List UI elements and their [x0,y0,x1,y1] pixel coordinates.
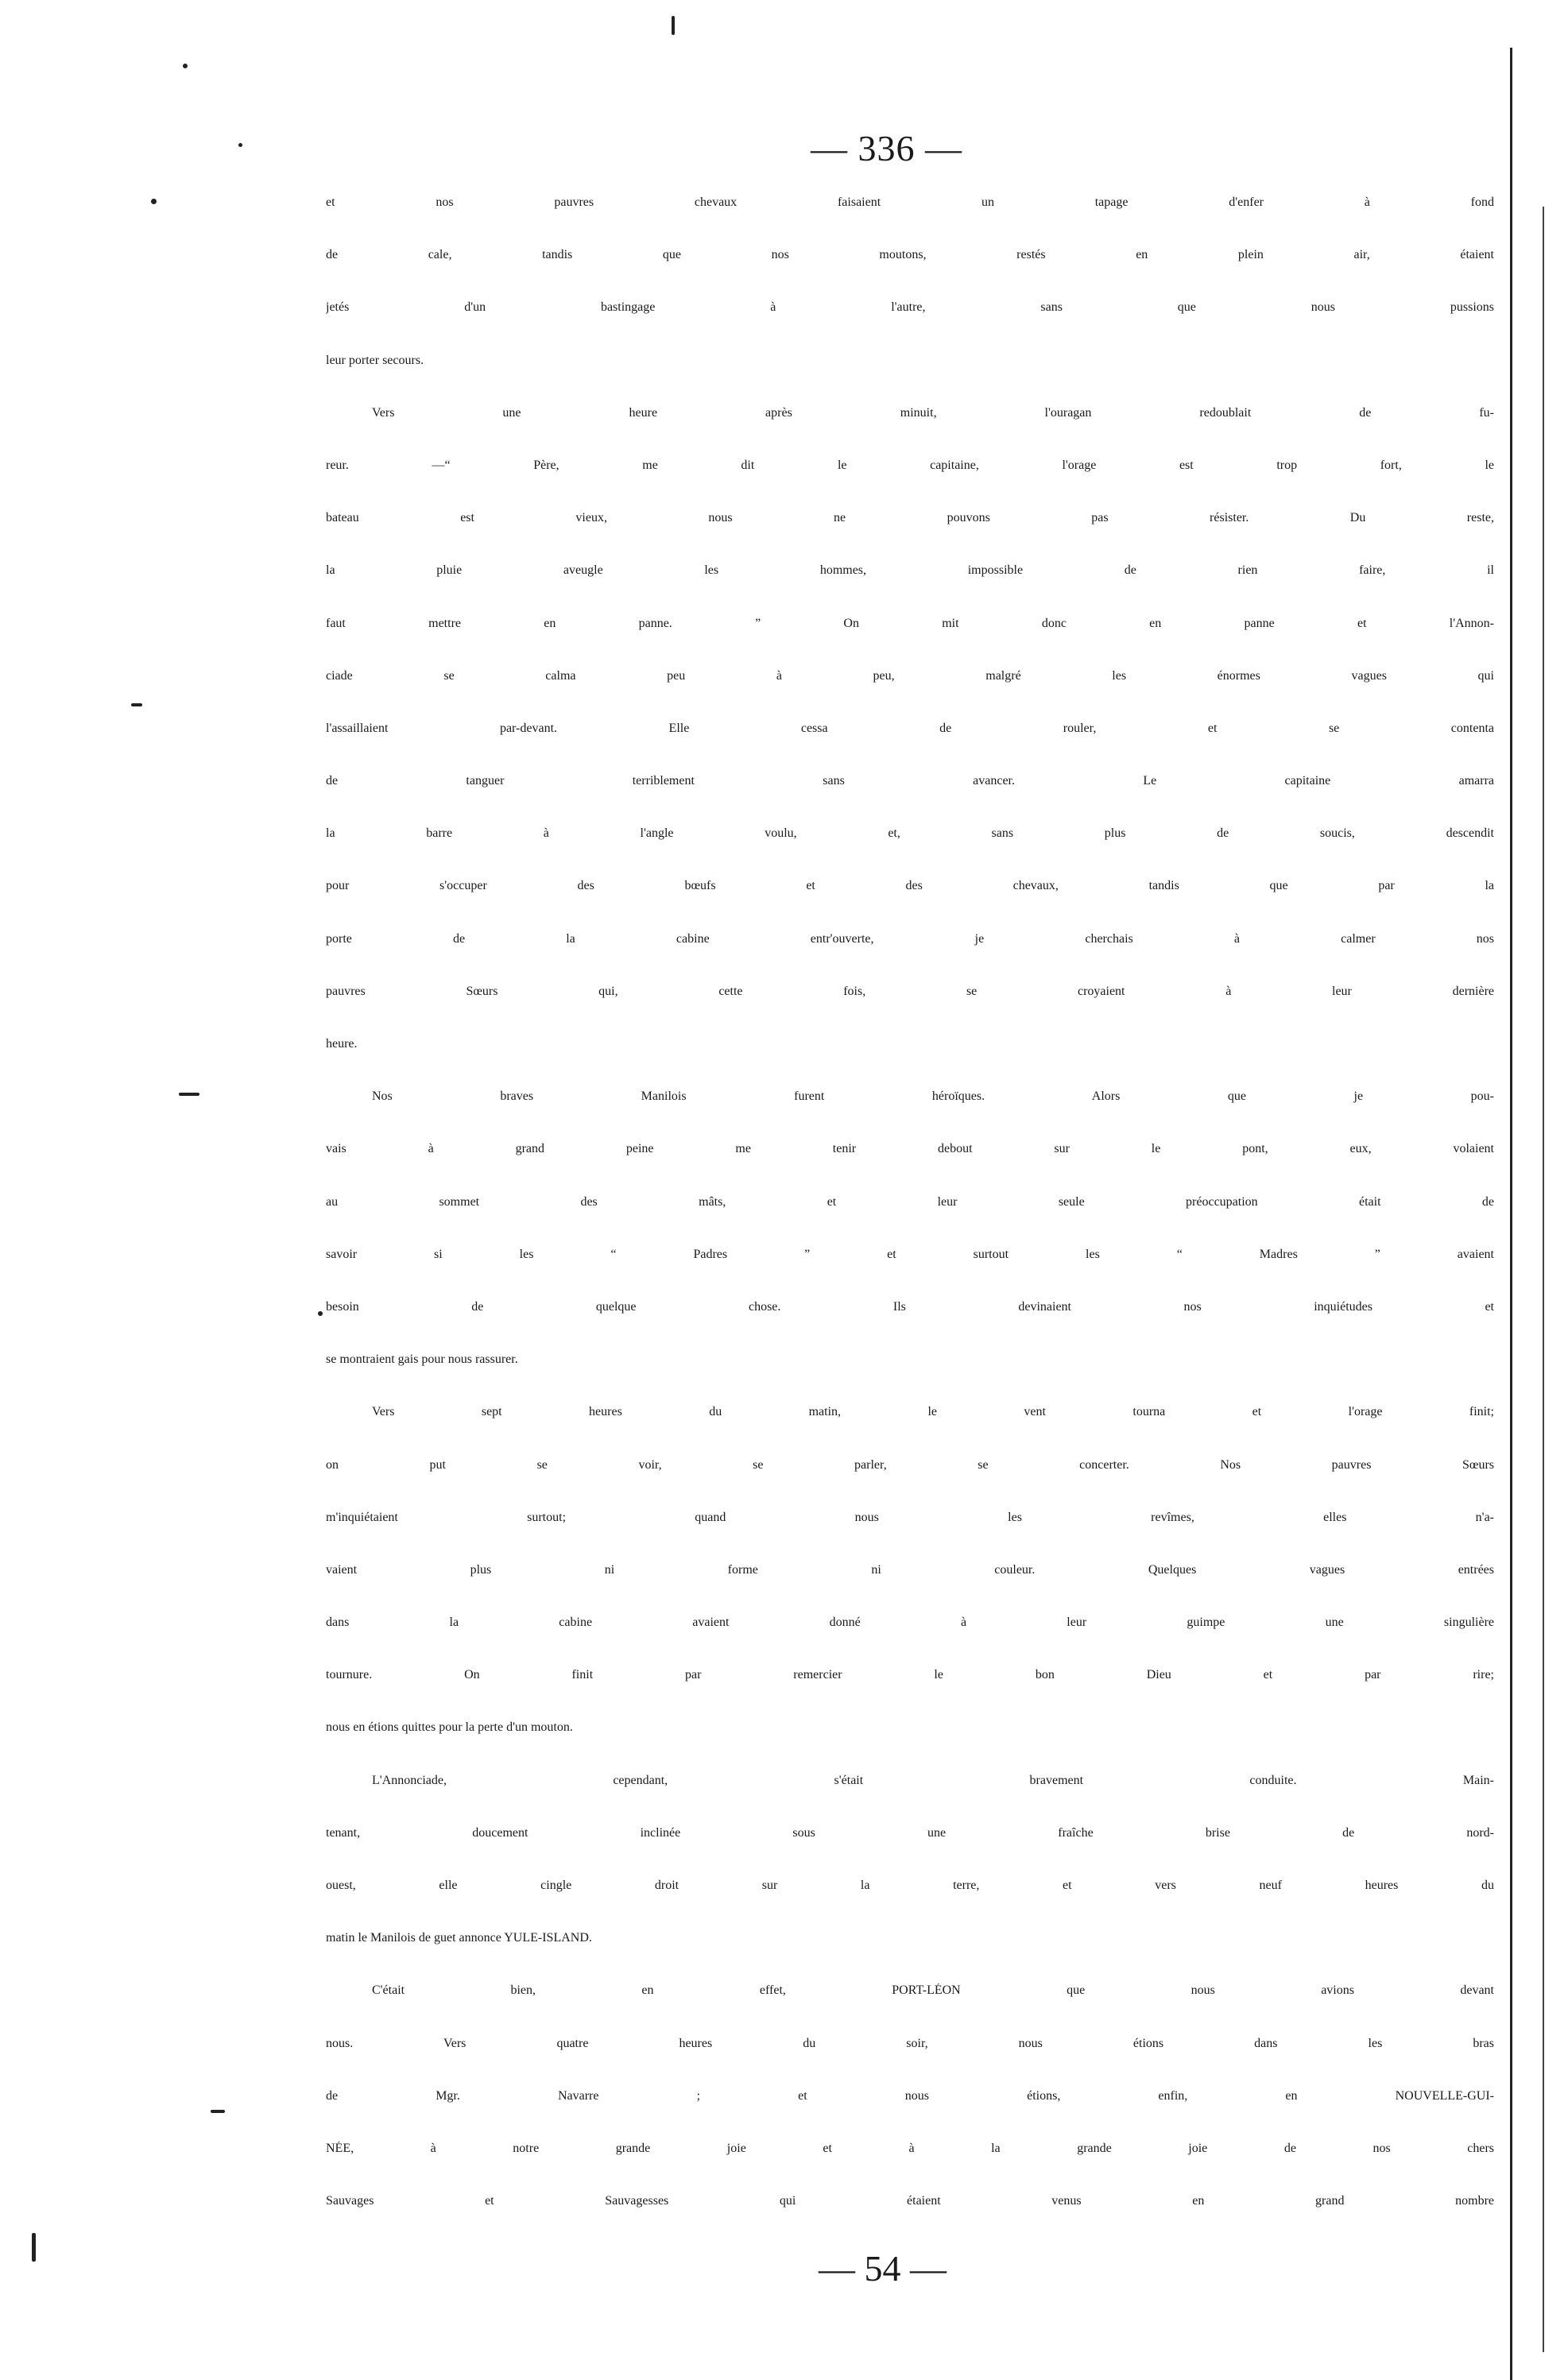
text-line: L'Annonciade, cependant, s'était bravement conduite. Main- [372,1773,1494,1787]
text-line: vaient plus ni forme ni couleur. Quelques vagues entrées [326,1562,1494,1577]
text-line: se montraient gais pour nous rassurer. [326,1353,518,1367]
text-line: et nos pauvres chevaux faisaient un tapage d'enfer à fond [326,195,1494,209]
scan-speck [211,2110,225,2113]
text-line: savoir si les “ Padres ” et surtout les “ Madres ” avaient [326,1247,1494,1261]
text-line: jetés d'un bastingage à l'autre, sans que nous pussions [326,300,1494,315]
scan-speck [179,1093,199,1096]
text-line: porte de la cabine entr'ouverte, je cherchais à calmer nos [326,931,1494,946]
page-edge-shadow [1510,48,1568,2380]
text-line: m'inquiétaient surtout; quand nous les revîmes, elles n'a- [326,1510,1494,1524]
text-line: pauvres Sœurs qui, cette fois, se croyaient à leur dernière [326,984,1494,998]
scan-speck [131,703,142,706]
signature-mark: — 54 — [819,2248,947,2289]
text-line: vais à grand peine me tenir debout sur le pont, eux, volaient [326,1142,1494,1156]
text-line: dans la cabine avaient donné à leur guimpe une singulière [326,1616,1494,1630]
text-line: nous en étions quittes pour la perte d'un mouton. [326,1720,573,1735]
scan-speck [318,1311,323,1316]
scan-speck [183,64,188,68]
text-line: matin le Manilois de guet annonce YULE-ISLAND. [326,1931,592,1945]
page-number: — 336 — [811,128,962,168]
text-line: heure. [326,1037,358,1051]
text-line: Vers une heure après minuit, l'ouragan redoublait de fu- [372,405,1494,420]
text-line: tournure. On finit par remercier le bon Dieu et par rire; [326,1668,1494,1682]
text-line: au sommet des mâts, et leur seule préoccupation était de [326,1194,1494,1209]
text-line: la barre à l'angle voulu, et, sans plus de soucis, descendit [326,826,1494,841]
text-line: Nos braves Manilois furent héroïques. Alors que je pou- [372,1089,1494,1104]
body-text [326,195,1494,2246]
text-line: NÉE, à notre grande joie et à la grande joie de nos chers [326,2141,1494,2155]
text-line: on put se voir, se parler, se concerter. Nos pauvres Sœurs [326,1457,1494,1472]
text-line: de Mgr. Navarre ; et nous étions, enfin, en NOUVELLE-GUI- [326,2088,1494,2103]
binding-line [1543,207,1544,2352]
text-line: C'était bien, en effet, PORT-LÉON que nous avions devant [372,1983,1494,1998]
text-line: de tanguer terriblement sans avancer. Le capitaine amarra [326,774,1494,788]
scan-speck [32,2233,36,2262]
scan-speck [238,143,242,147]
text-line: leur porter secours. [326,353,424,367]
text-line: bateau est vieux, nous ne pouvons pas résister. Du reste, [326,511,1494,525]
text-line: besoin de quelque chose. Ils devinaient nos inquiétudes et [326,1299,1494,1314]
scan-speck [672,16,675,35]
text-line: ouest, elle cingle droit sur la terre, et vers neuf heures du [326,1879,1494,1892]
text-line: reur. —“ Père, me dit le capitaine, l'orage est trop fort, le [326,458,1494,472]
text-line: Vers sept heures du matin, le vent tourna et l'orage finit; [372,1405,1494,1419]
text-line: pour s'occuper des bœufs et des chevaux, tandis que par la [326,879,1494,893]
text-line: nous. Vers quatre heures du soir, nous étions dans les bras [326,2036,1494,2050]
text-line: tenant, doucement inclinée sous une fraîche brise de nord- [326,1825,1494,1840]
text-line: de cale, tandis que nos moutons, restés en plein air, étaient [326,248,1494,262]
text-line: la pluie aveugle les hommes, impossible de rien faire, il [326,563,1494,578]
text-line: faut mettre en panne. ” On mit donc en panne et l'Annon- [326,616,1494,630]
scan-speck [151,199,157,204]
text-line: Sauvages et Sauvagesses qui étaient venus en grand nombre [326,2194,1494,2208]
text-line: ciade se calma peu à peu, malgré les énormes vagues qui [326,668,1494,683]
text-line: l'assaillaient par-devant. Elle cessa de rouler, et se contenta [326,721,1494,735]
